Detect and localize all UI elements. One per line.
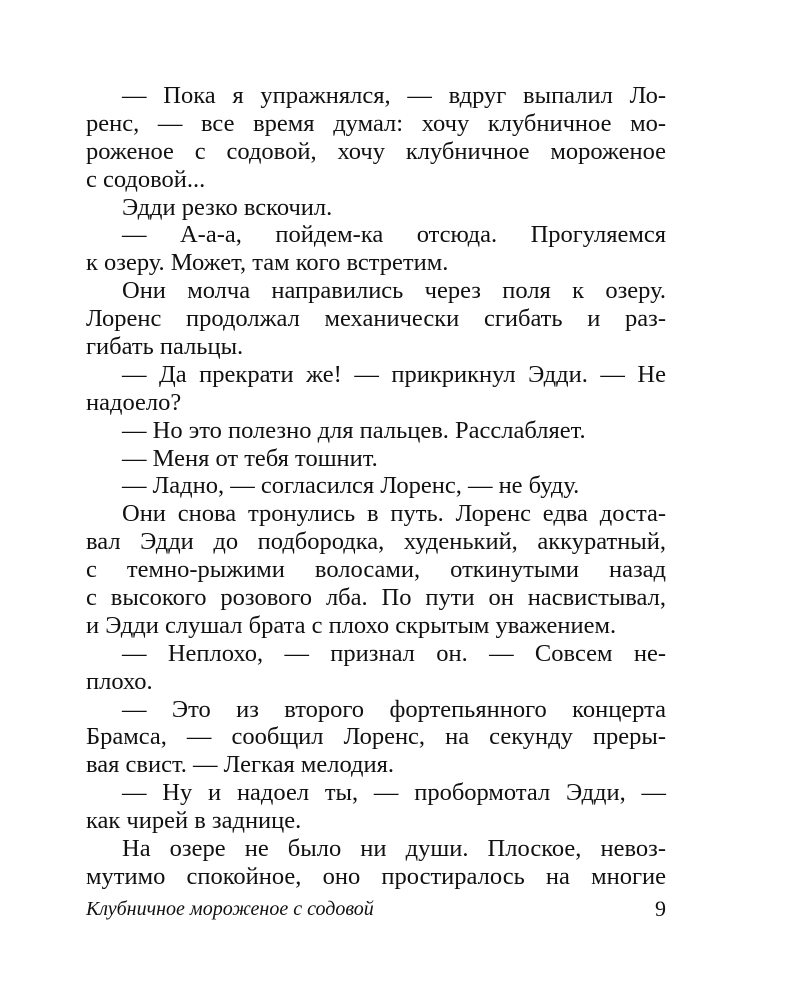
text-line: роженое с содовой, хочу клубничное мороженое [86, 137, 666, 165]
text-line: как чирей в заднице. [86, 807, 302, 835]
text-line: с темно-рыжими волосами, откинутыми назад [86, 556, 666, 584]
page-footer [86, 894, 666, 924]
text-line: надоело? [86, 388, 182, 416]
text-line: — Но это полезно для пальцев. Расслабляет. [122, 416, 586, 444]
text-line: Они снова тронулись в путь. Лоренс едва доста- [122, 500, 666, 528]
text-line: плохо. [86, 667, 153, 695]
text-line: На озере не было ни души. Плоское, невоз- [122, 835, 666, 863]
text-line: — Ладно, — согласился Лоренс, — не буду. [122, 472, 580, 500]
text-line: гибать пальцы. [86, 333, 244, 361]
text-line: Они молча направились через поля к озеру. [122, 277, 666, 305]
text-line: — Да прекрати же! — прикрикнул Эдди. — Не [122, 360, 666, 388]
text-line: ренс, — все время думал: хочу клубничное мо- [86, 109, 666, 137]
text-line: — Пока я упражнялся, — вдруг выпалил Ло- [122, 82, 666, 109]
text-line: — А-а-а, пойдем-ка отсюда. Прогуляемся [122, 221, 666, 249]
text-line: мутимо спокойное, оно простиралось на многие [86, 862, 666, 890]
text-line: — Меня от тебя тошнит. [122, 444, 378, 472]
text-line: вая свист. — Легкая мелодия. [86, 751, 394, 779]
text-line: — Неплохо, — признал он. — Совсем не- [122, 639, 666, 667]
text-body [86, 82, 666, 891]
text-line: с высокого розового лба. По пути он насвистывал, [86, 584, 666, 612]
text-line: вал Эдди до подбородка, худенький, аккуратный, [86, 528, 666, 556]
text-line: с содовой... [86, 165, 206, 193]
text-line: и Эдди слушал брата с плохо скрытым уважением. [86, 611, 617, 639]
text-line: Лоренс продолжал механически сгибать и раз- [86, 305, 666, 333]
text-line: Эдди резко вскочил. [122, 193, 333, 221]
text-line: — Ну и надоел ты, — пробормотал Эдди, — [122, 779, 666, 807]
text-line: Брамса, — сообщил Лоренс, на секунду преры- [86, 723, 666, 751]
page-number: 9 [655, 896, 666, 921]
text-line: — Это из второго фортепьянного концерта [122, 695, 666, 723]
running-title: Клубничное мороженое с содовой [86, 898, 374, 920]
text-line: к озеру. Может, там кого встретим. [86, 249, 449, 277]
